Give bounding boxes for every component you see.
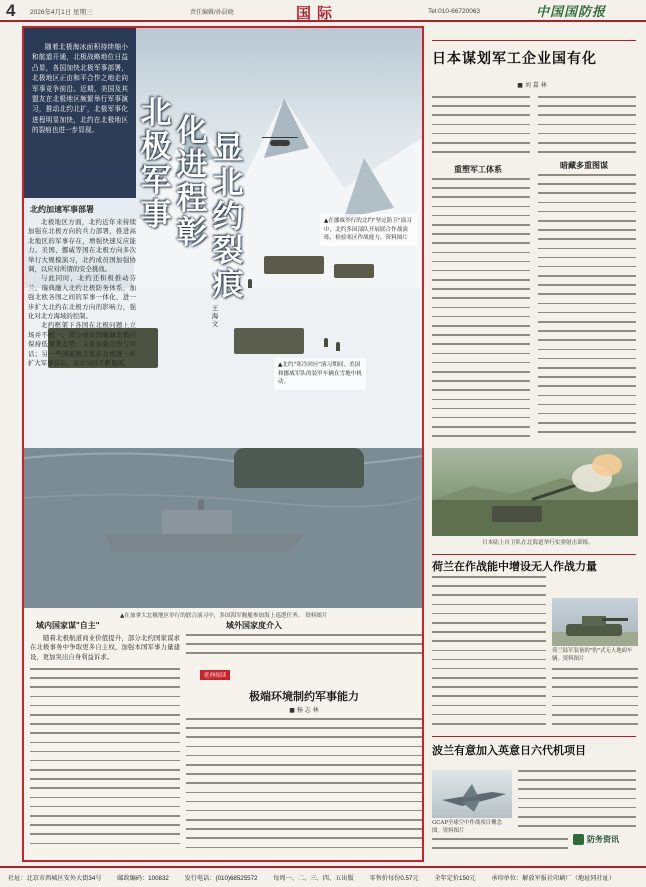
paragraph: 北约框架下各国在北极问题上立场并不统一。部分成员国强调北极应保持低紧张态势，主张加强合作与对话；另一些国家则主张在北极进一步扩大军事存在，双方分歧不断显现。 [28, 321, 136, 368]
subheading: 暗藏多重图谋 [560, 161, 608, 170]
paragraph: 与此同时，北约还积极推动芬兰、瑞典融入北约北极防务体系，加强北欧各国之间的军事一体化，进一步扩大北约在北极方向的影响力，强化对北方海域的控制。 [28, 274, 136, 321]
caption-mid: ▲北约"寒冷回应"演习期间，美国和挪威军队的装甲车辆在雪地中机动。 [274, 358, 366, 390]
body-text-lines [432, 178, 530, 444]
fighter-jet-illustration [432, 770, 512, 818]
paragraph: 随着北极航道商业价值提升，部分北约国家谋求在北极事务中争取更多自主权，加强本国军事力量建设，更加突出自身利益诉求。 [30, 634, 180, 661]
tank-caption: 荷兰陆军装备的"豹"式无人地面车辆。资料图片 [552, 648, 633, 662]
body-text-lines [186, 634, 422, 662]
body-text-lines [30, 668, 180, 852]
footer-address: 社址：北京市西城区安外大街34号 [8, 875, 102, 882]
armored-vehicle-graphic [334, 264, 374, 278]
page-number: 4 [6, 1, 16, 20]
subheading: 重塑军工体系 [454, 165, 502, 174]
headline-col-3: 显北约裂痕 [212, 131, 244, 303]
logo-badge-icon [573, 834, 584, 845]
artillery-photo [432, 448, 638, 536]
muzzle-flash-graphic [592, 454, 622, 476]
body-text-lines [538, 96, 636, 160]
extended-reading-tag: 延伸阅读 [200, 670, 230, 680]
warship-graphic [104, 500, 304, 560]
divider [432, 554, 636, 555]
unmanned-vehicle-illustration [552, 598, 638, 646]
fighter-caption: GCAP全球空中作战项目概念图。资料图片 [432, 820, 502, 834]
photo-caption-bottom: ▲在加拿大北极地区举行的联合演习中，多国海军舰艇参加海上巡逻任务。 资料图片 [120, 613, 328, 619]
section-2-body [30, 634, 180, 662]
feature-article [22, 26, 424, 862]
soldier-graphic [248, 279, 252, 288]
divider [432, 40, 636, 41]
sidebar-byline: ■ 杨 志 林 [289, 707, 319, 714]
intro-text: 随着北极海冰面积持续缩小和航道开通，北极战略地位日益凸显，各国加快北极军事部署，北极地区正由和平合作之地走向军事竞争前沿。近期，美国及其盟友在北极地区频繁举行军事演习，推动北约北扩，北极军事化进程明显加快，北约在北极地区的裂痕也进一步显现。 [32, 43, 128, 135]
body-text-lines [186, 718, 422, 856]
body-text-lines [518, 770, 636, 834]
section-heading-1: 北约加速军事部署 [30, 205, 94, 214]
body-text-lines [552, 668, 638, 732]
footer-price: 零售价每份0.57元 [369, 875, 419, 882]
section-title: 国际 [296, 4, 339, 22]
intro-box [24, 28, 136, 198]
body-text-lines [538, 174, 636, 440]
article-byline: ■ 刘 嘉 林 [517, 82, 547, 89]
masthead [0, 0, 646, 22]
body-text-lines [432, 576, 546, 732]
extended-reading-bar [186, 670, 422, 680]
fighter-concept-photo [432, 770, 512, 818]
unmanned-vehicle-photo [552, 598, 638, 646]
masthead-tel: Tel:010-66720063 [428, 8, 481, 15]
body-text-lines [432, 96, 530, 160]
article-headline-japan: 日本谋划军工企业国有化 [432, 51, 597, 67]
divider [432, 736, 636, 737]
footer-printer: 承印单位：解放军报社印刷厂（地址同社址） [491, 875, 616, 882]
defense-news-logo [573, 834, 639, 848]
section-1-body [28, 218, 136, 369]
footer-annual: 全年定价150元 [434, 875, 476, 882]
caption-top-right: ▲在挪威举行的北约"坚定防卫"演习中，北约多国部队开展联合作战演练，检验寒区作战能力。资料图片 [320, 214, 418, 246]
footer [0, 866, 646, 887]
artillery-caption: 日本陆上自卫队在北海道举行实弹射击训练。 [482, 540, 594, 546]
helicopter-graphic [270, 140, 290, 146]
hero-photo-montage [24, 28, 422, 608]
landing-craft-graphic [234, 448, 364, 488]
armored-vehicle-graphic [264, 256, 324, 274]
soldier-graphic [336, 342, 340, 351]
headline-col-1: 北极军事 [140, 95, 172, 233]
headline-col-2: 化进程彰 [176, 113, 208, 251]
footer-schedule: 每周一、二、三、四、五出版 [273, 875, 354, 882]
issue-date: 2026年4月1日 星期三 [30, 9, 93, 16]
armored-vehicle-graphic [234, 328, 304, 354]
paper-logo: 中国国防报 [536, 5, 607, 20]
feature-byline: 王海文 [211, 304, 219, 328]
body-text-lines [432, 838, 568, 856]
article-headline-poland: 波兰有意加入英意日六代机项目 [432, 744, 586, 757]
section-heading-2: 域内国家谋"自主" [36, 621, 100, 630]
logo-text: 防务资讯 [587, 835, 619, 844]
soldier-graphic [324, 338, 328, 347]
section-heading-3: 域外国家度介入 [226, 621, 282, 630]
editor-credit: 责任编辑/孙晨晓 [190, 10, 234, 16]
paragraph: 北极地区方面，北约近年来持续加强在北极方向的兵力部署，推进高北地区的军事存在，增强快速反应能力。美国、挪威等国在北极方向多次举行大规模演习，北约成员国加强协调，以应对所谓的安全挑战。 [28, 218, 136, 274]
sidebar-headline: 极端环境制约军事能力 [249, 690, 359, 703]
article-headline-netherlands: 荷兰在作战能中增设无人作战力量 [432, 560, 597, 573]
footer-postcode: 邮政编码：100832 [117, 875, 169, 882]
footer-hotline: 发行电话：(010)68525572 [184, 875, 258, 882]
